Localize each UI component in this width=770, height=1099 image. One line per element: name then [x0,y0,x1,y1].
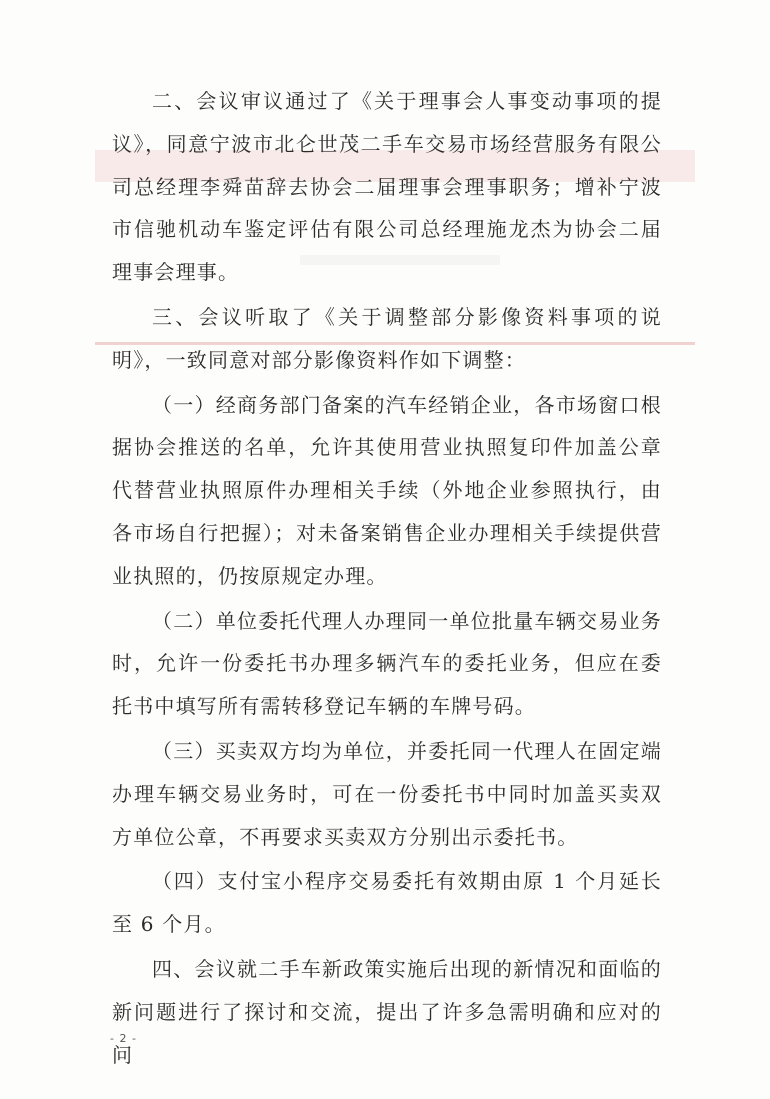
paragraph-item-4-discussion: 四、会议就二手车新政策实施后出现的新情况和面临的新问题进行了探讨和交流，提出了许多急需明确和应对的问 [112,956,662,1067]
paragraph-item-3-image-materials: 三、会议听取了《关于调整部分影像资料事项的说明》，一致同意对部分影像资料作如下调整： [112,304,662,372]
page-number: - 2 - [110,1032,137,1045]
paragraph-item-2-council-changes: 二、会议审议通过了《关于理事会人事变动事项的提议》，同意宁波市北仑世茂二手车交易市场经营服务有限公司总经理李舜苗辞去协会二届理事会理事职务；增补宁波市信驰机动车鉴定评估有限公司总经理施龙杰为协会二届理事会理事。 [112,89,662,285]
paragraph-subitem-3-joint-seal: （三）买卖双方均为单位，并委托同一代理人在固定端办理车辆交易业务时，可在一份委托书中同时加盖买卖双方单位公章，不再要求买卖双方分别出示委托书。 [112,738,662,849]
paragraph-subitem-1-business-license: （一）经商务部门备案的汽车经销企业，各市场窗口根据协会推送的名单，允许其使用营业执照复印件加盖公章代替营业执照原件办理相关手续（外地企业参照执行，由各市场自行把握）；对未备案销售企业办理相关手续提供营业执照的，仍按原规定办理。 [112,392,662,588]
document-body [112,80,662,1078]
paragraph-subitem-4-alipay-validity: （四）支付宝小程序交易委托有效期由原 1 个月延长至 6 个月。 [112,869,662,937]
paragraph-subitem-2-batch-authorization: （二）单位委托代理人办理同一单位批量车辆交易业务时，允许一份委托书办理多辆汽车的委托业务，但应在委托书中填写所有需转移登记车辆的车牌号码。 [112,608,662,719]
